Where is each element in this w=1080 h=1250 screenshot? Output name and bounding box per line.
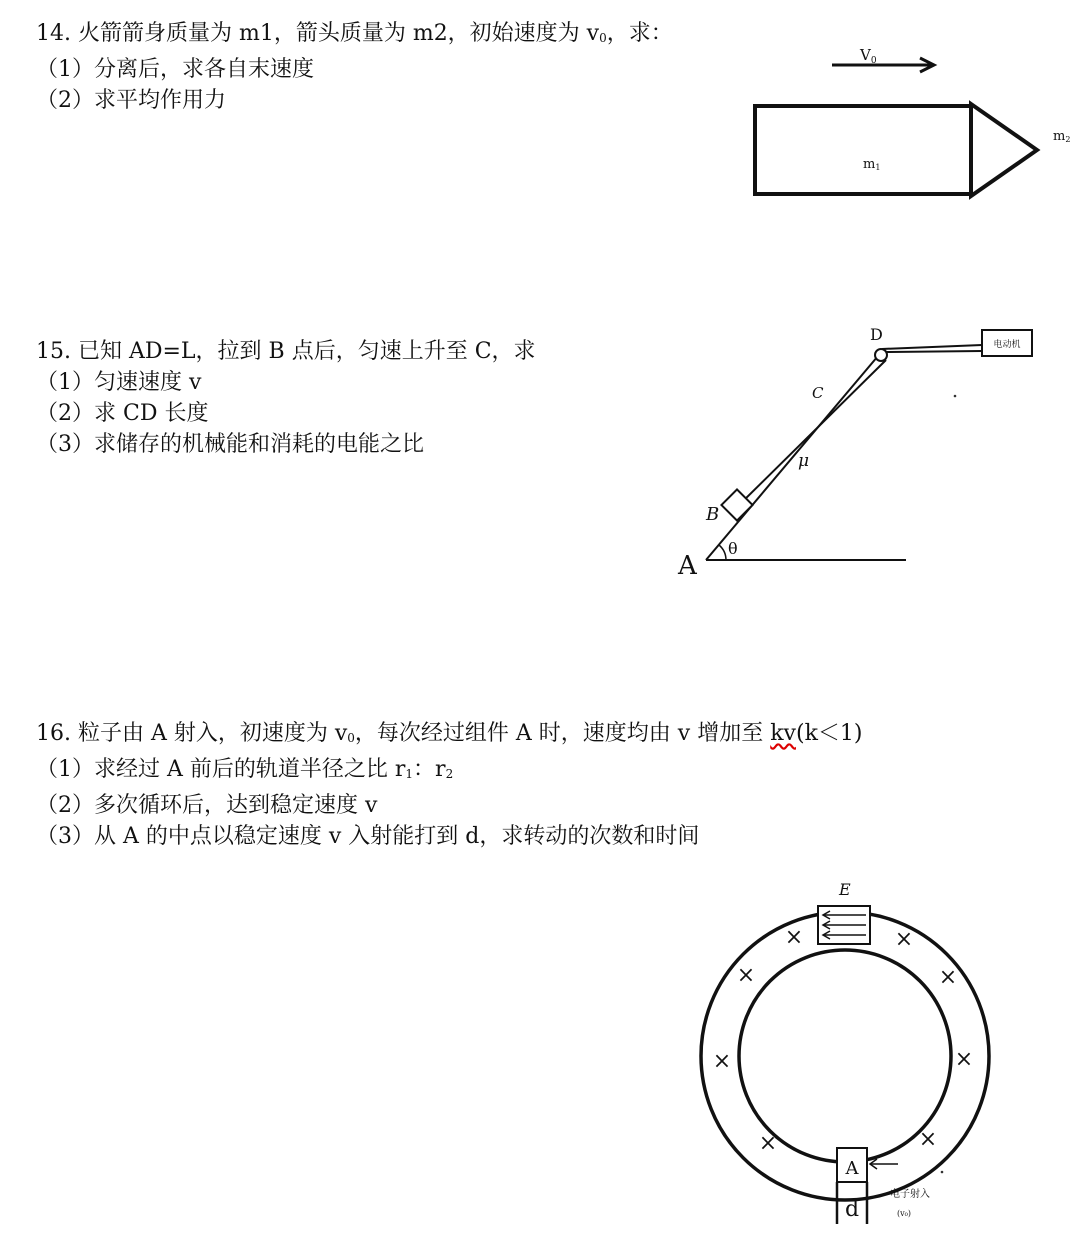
- question-14-item-1: （1）分离后，求各自末速度: [36, 57, 314, 82]
- x-mark-2: ×: [894, 927, 914, 952]
- dot-mark: [954, 395, 957, 398]
- label-mu: μ: [798, 451, 810, 471]
- label-d: D: [870, 325, 883, 344]
- question-16-item-1: （1）求经过 A 前后的轨道半径之比 r1：r2: [36, 757, 454, 782]
- question-15-item-3: （3）求储存的机械能和消耗的电能之比: [36, 432, 424, 457]
- rope-top: [882, 345, 982, 349]
- m2-label: m2: [1053, 129, 1071, 144]
- question-15-item-1: （1）匀速速度 v: [36, 370, 202, 395]
- x-mark-8: ×: [918, 1127, 938, 1152]
- question-15-item-2: （2）求 CD 长度: [36, 401, 209, 426]
- x-mark-6: ×: [954, 1047, 974, 1072]
- incline-line: [706, 356, 878, 560]
- label-e: E: [839, 880, 851, 899]
- question-14-title: 14. 火箭箭身质量为 m1，箭头质量为 m2，初始速度为 v0，求：: [36, 21, 673, 46]
- dot-mark-2: [941, 1171, 944, 1174]
- question-16: [36, 718, 862, 852]
- inject-velocity-label: (v₀): [897, 1209, 911, 1218]
- question-15-title: 15. 已知 AD=L，拉到 B 点后，匀速上升至 C，求: [36, 339, 536, 364]
- label-component-a: A: [845, 1158, 859, 1179]
- ring-figure: [680, 870, 1000, 1240]
- question-16-title: 16. 粒子由 A 射入，初速度为 v0，每次经过组件 A 时，速度均由 v 增加至 kv(k＜1): [36, 721, 863, 746]
- question-15: [36, 336, 536, 460]
- theta-arc: [719, 545, 726, 560]
- label-c: C: [812, 384, 824, 402]
- label-d-gap: d: [844, 1197, 860, 1222]
- question-16-item-3: （3）从 A 的中点以稳定速度 v 入射能打到 d，求转动的次数和时间: [36, 824, 700, 849]
- question-14: [36, 18, 673, 116]
- x-mark-7: ×: [758, 1131, 778, 1156]
- m1-label: m1: [863, 157, 881, 172]
- rocket-head: [971, 104, 1037, 196]
- question-14-item-2: （2）求平均作用力: [36, 88, 226, 113]
- v0-label: $V_0$: [860, 46, 877, 66]
- rocket-body: [755, 106, 971, 194]
- motor-label: 电动机: [993, 340, 1021, 350]
- rope-bottom: [886, 351, 982, 352]
- x-mark-1: ×: [784, 925, 804, 950]
- inject-label: 电子射入: [890, 1189, 930, 1200]
- pulley-d: [875, 349, 887, 361]
- label-theta: θ: [728, 539, 738, 558]
- block-b: [721, 489, 752, 520]
- label-b: B: [706, 504, 720, 525]
- incline-figure: [670, 318, 1050, 588]
- x-mark-4: ×: [938, 965, 958, 990]
- rocket-figure: [740, 38, 1080, 208]
- x-mark-3: ×: [736, 963, 756, 988]
- question-16-item-2: （2）多次循环后，达到稳定速度 v: [36, 793, 378, 818]
- x-mark-5: ×: [712, 1049, 732, 1074]
- incline-belt-line: [736, 360, 886, 508]
- label-a: A: [678, 551, 697, 581]
